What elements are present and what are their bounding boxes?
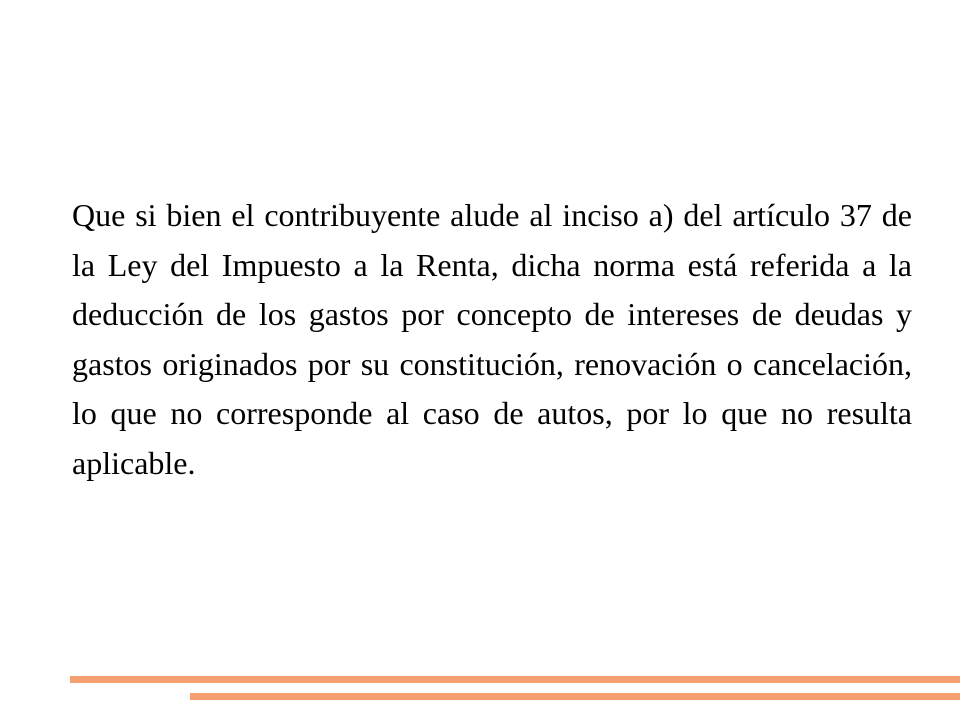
slide-body-paragraph: Que si bien el contribuyente alude al inciso a) del artículo 37 de la Ley del Impuesto a la Renta, dicha norma está referida a la deducción de los gastos por concepto de intereses de deudas y gastos originados por su constitución, renovación o cancelación, lo que no corresponde al caso de autos, por lo que no resulta aplicable. bbox=[72, 197, 912, 481]
accent-line-bottom bbox=[190, 693, 960, 700]
accent-line-top bbox=[70, 676, 960, 683]
